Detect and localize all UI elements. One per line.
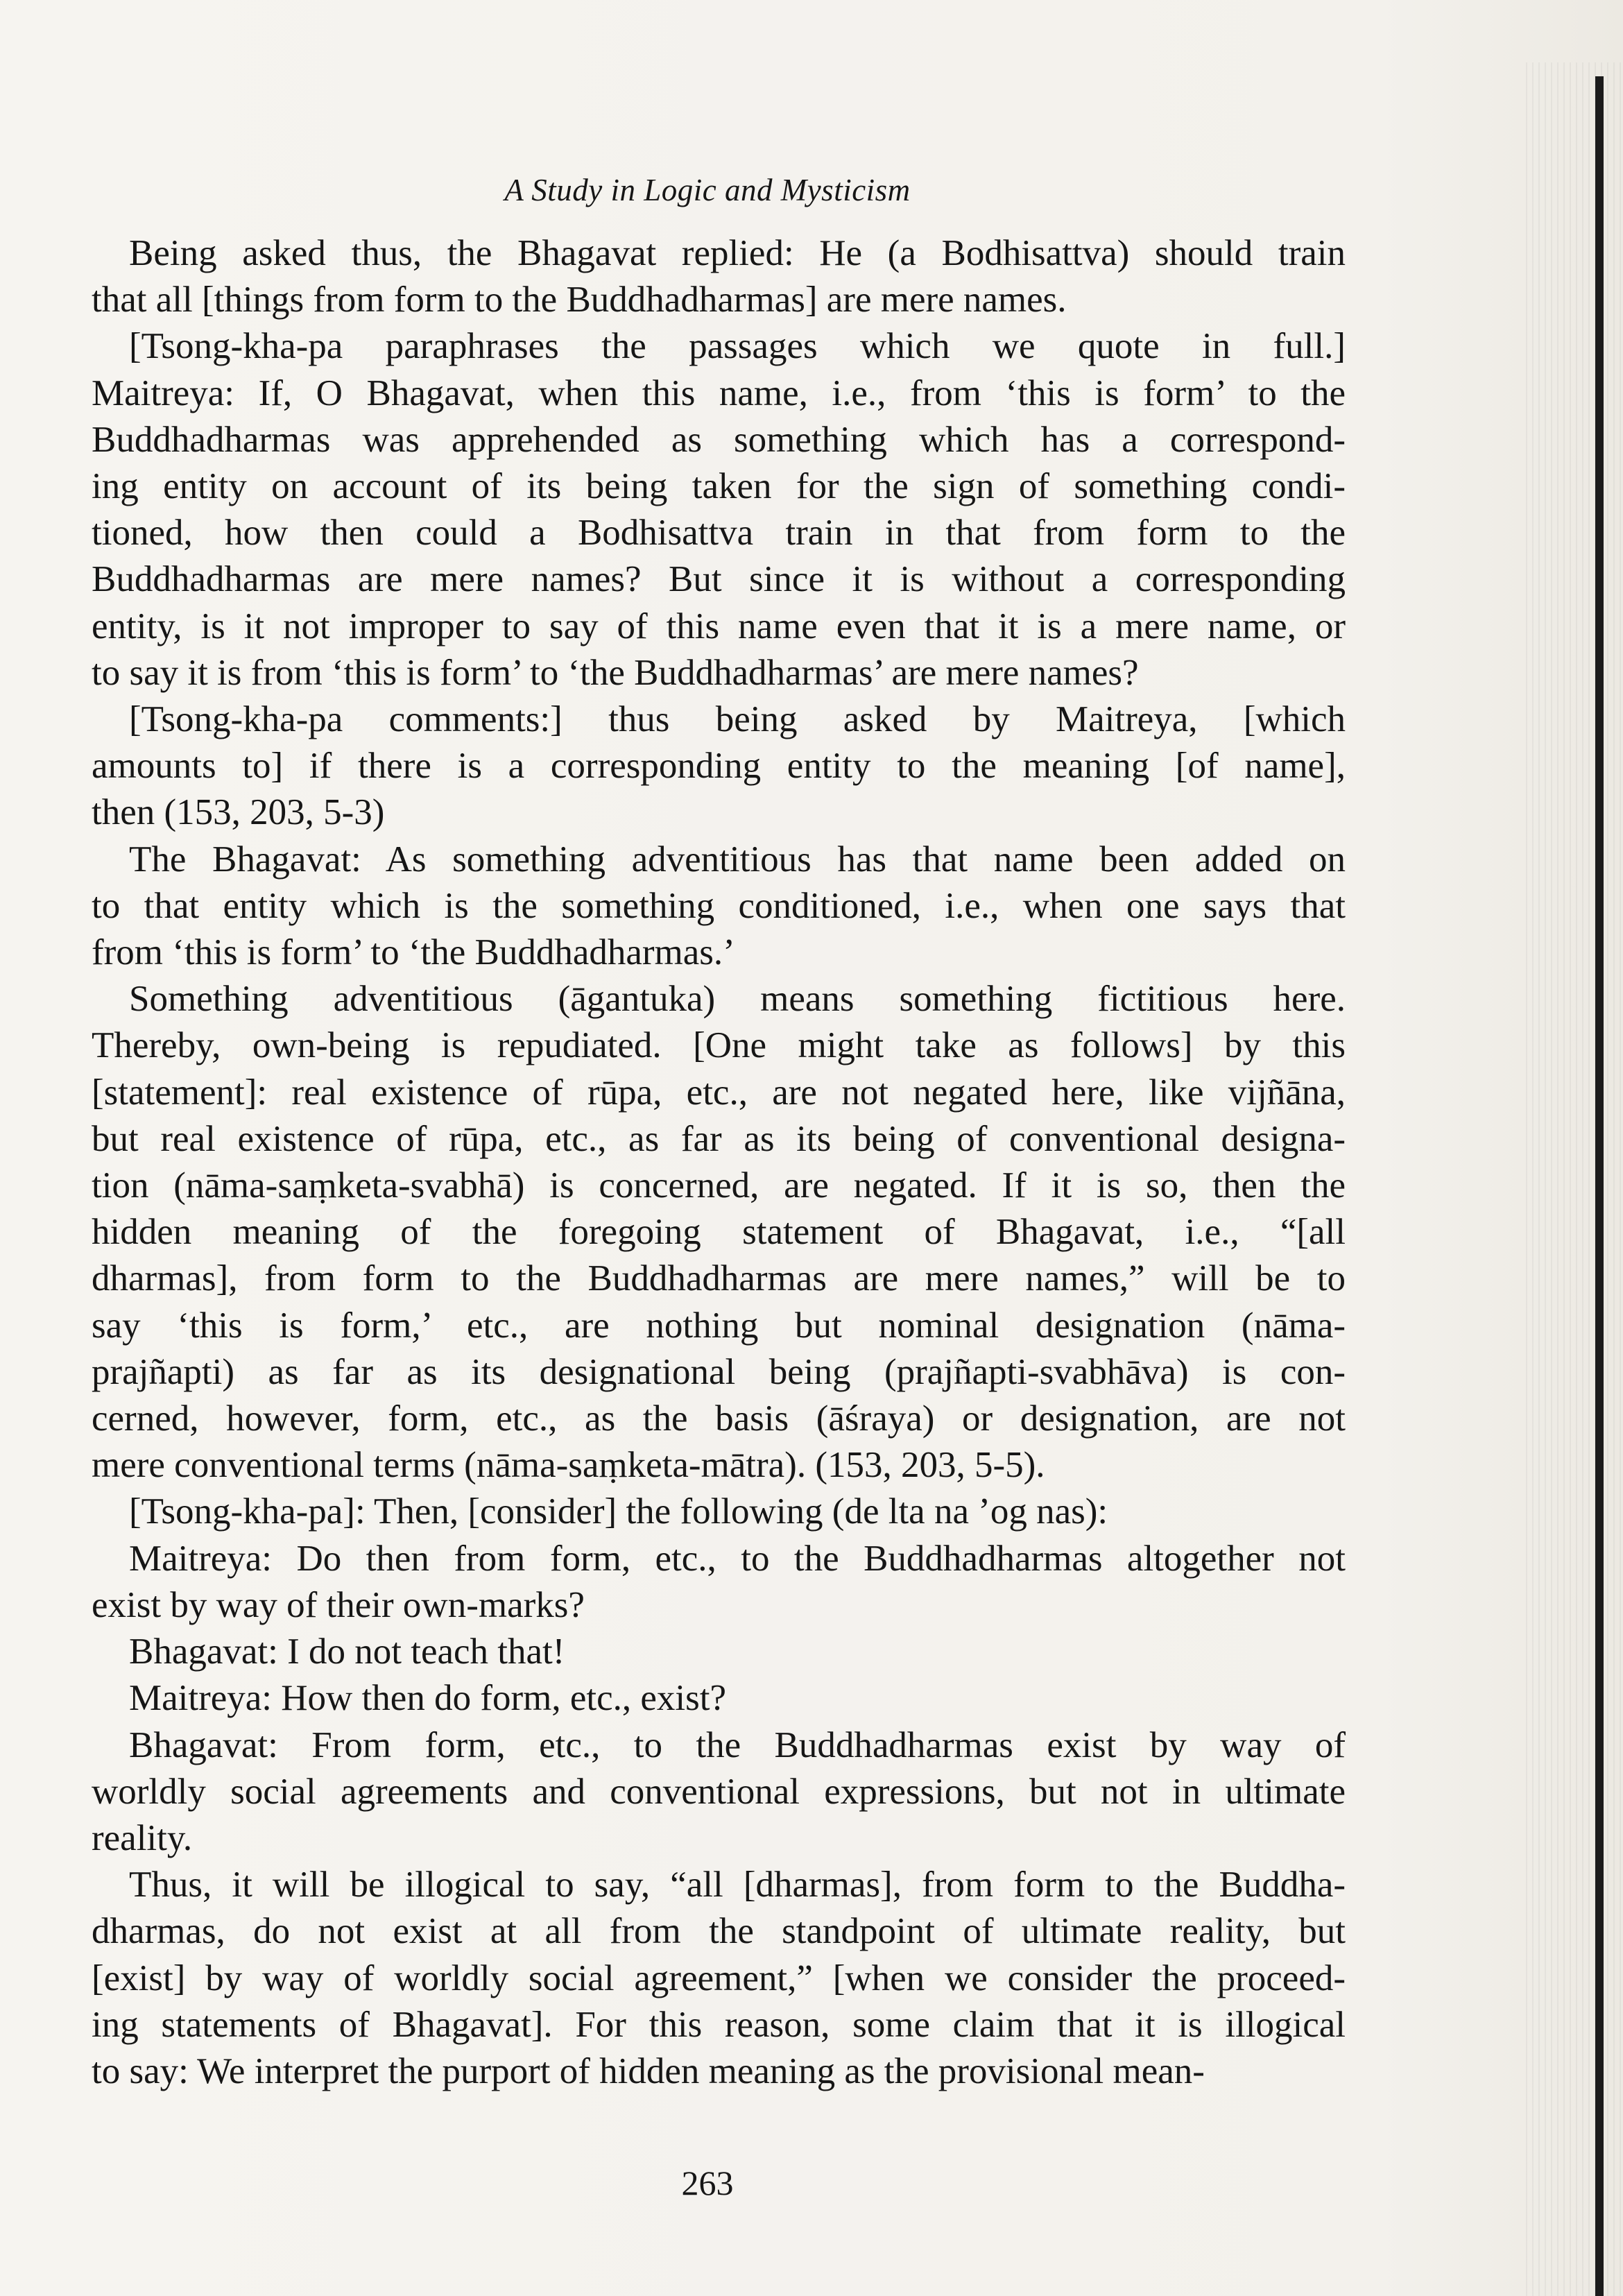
- text-line: mere conventional terms (nāma-saṃketa-mātra). (153, 203, 5-5).: [92, 1445, 1045, 1486]
- paragraph: [92, 1536, 1346, 1629]
- text-line: worldly social agreements and conventional expressions, but not in ultimate: [92, 1771, 1346, 1812]
- text-line: prajñapti) as far as its designational being (prajñapti-svabhāva) is con-: [92, 1351, 1346, 1392]
- text-line: reality.: [92, 1817, 193, 1858]
- page-gutter-shadow: [1526, 62, 1623, 2296]
- text-line: to that entity which is the something conditioned, i.e., when one says that: [92, 885, 1346, 926]
- text-line: [Tsong-kha-pa]: Then, [consider] the following (de lta na ’og nas):: [129, 1491, 1108, 1532]
- text-line: to say it is from ‘this is form’ to ‘the Buddhadharmas’ are mere names?: [92, 652, 1139, 693]
- text-line: exist by way of their own-marks?: [92, 1584, 585, 1625]
- text-line: [Tsong-kha-pa comments:] thus being asked by Maitreya, [which: [129, 699, 1346, 740]
- text-line: dharmas, do not exist at all from the standpoint of ultimate reality, but: [92, 1911, 1346, 1952]
- text-line: cerned, however, form, etc., as the basis (āśraya) or designation, are not: [92, 1398, 1346, 1439]
- paragraph: [92, 1489, 1346, 1535]
- text-line: Maitreya: How then do form, etc., exist?: [129, 1678, 726, 1719]
- text-line: tion (nāma-saṃketa-svabhā) is concerned, are negated. If it is so, then the: [92, 1165, 1346, 1206]
- text-line: Bhagavat: I do not teach that!: [129, 1631, 565, 1672]
- text-line: Thereby, own-being is repudiated. [One might take as follows] by this: [92, 1025, 1346, 1066]
- text-line: but real existence of rūpa, etc., as far as its being of conventional designa-: [92, 1118, 1346, 1159]
- paragraph: [92, 230, 1346, 323]
- paragraph: [92, 837, 1346, 977]
- paragraph: [92, 323, 1346, 696]
- text-line: Being asked thus, the Bhagavat replied: He (a Bodhisattva) should train: [129, 233, 1346, 273]
- text-line: Maitreya: If, O Bhagavat, when this name, i.e., from ‘this is form’ to the: [92, 372, 1346, 413]
- paragraph: [92, 1675, 1346, 1722]
- text-line: Buddhadharmas are mere names? But since it is without a corresponding: [92, 559, 1346, 600]
- text-line: tioned, how then could a Bodhisattva train in that from form to the: [92, 513, 1346, 554]
- book-spine-edge: [1595, 76, 1604, 2296]
- text-line: entity, is it not improper to say of this name even that it is a mere name, or: [92, 606, 1346, 646]
- text-line: ing entity on account of its being taken for the sign of something condi-: [92, 466, 1346, 507]
- text-line: say ‘this is form,’ etc., are nothing but nominal designation (nāma-: [92, 1305, 1346, 1346]
- text-line: hidden meaning of the foregoing statement of Bhagavat, i.e., “[all: [92, 1212, 1346, 1253]
- text-line: Maitreya: Do then from form, etc., to the Buddhadharmas altogether not: [129, 1538, 1346, 1579]
- page-number: 263: [681, 2164, 734, 2202]
- text-line: [Tsong-kha-pa paraphrases the passages which we quote in full.]: [129, 326, 1346, 367]
- text-line: Something adventitious (āgantuka) means something fictitious here.: [129, 979, 1346, 1020]
- running-header: A Study in Logic and Mysticism: [504, 173, 911, 207]
- text-line: to say: We interpret the purport of hidden meaning as the provisional mean-: [92, 2050, 1205, 2091]
- text-line: The Bhagavat: As something adventitious has that name been added on: [129, 839, 1346, 880]
- text-line: dharmas], from form to the Buddhadharmas are mere names,” will be to: [92, 1258, 1346, 1299]
- text-line: Buddhadharmas was apprehended as something which has a correspond-: [92, 419, 1346, 460]
- text-line: amounts to] if there is a corresponding entity to the meaning [of name],: [92, 746, 1346, 787]
- text-line: ing statements of Bhagavat]. For this reason, some claim that it is illogical: [92, 2004, 1346, 2045]
- paragraph: [92, 976, 1346, 1489]
- text-line: Thus, it will be illogical to say, “all [dharmas], from form to the Buddha-: [129, 1865, 1346, 1905]
- paragraph: [92, 1629, 1346, 1675]
- paragraph: [92, 1862, 1346, 2095]
- paragraph: [92, 696, 1346, 837]
- text-line: that all [things from form to the Buddhadharmas] are mere names.: [92, 280, 1067, 320]
- text-line: [exist] by way of worldly social agreement,” [when we consider the proceed-: [92, 1957, 1346, 1998]
- text-line: from ‘this is form’ to ‘the Buddhadharmas.’: [92, 932, 735, 973]
- text-line: Bhagavat: From form, etc., to the Buddhadharmas exist by way of: [129, 1724, 1346, 1765]
- text-line: then (153, 203, 5-3): [92, 792, 385, 833]
- text-line: [statement]: real existence of rūpa, etc., are not negated here, like vijñāna,: [92, 1072, 1346, 1113]
- body-text: [92, 230, 1346, 2095]
- paragraph: [92, 1722, 1346, 1862]
